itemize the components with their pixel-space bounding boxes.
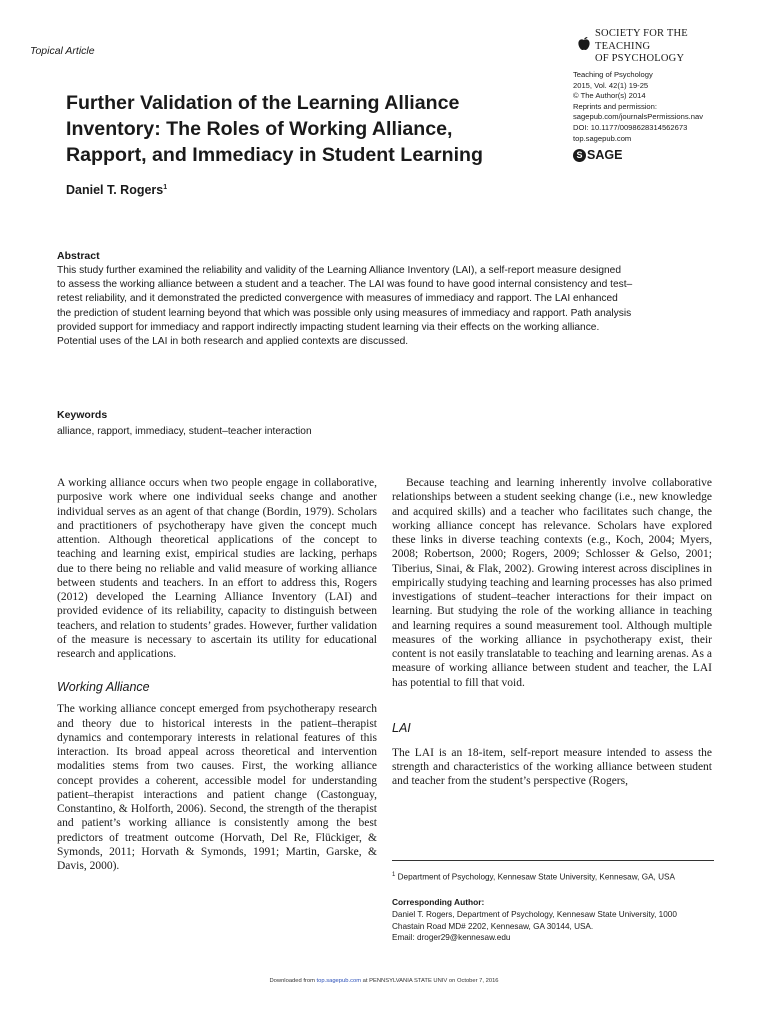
- society-name-line2: OF PSYCHOLOGY: [595, 53, 685, 64]
- doi[interactable]: DOI: 10.1177/0098628314562673: [573, 122, 688, 132]
- abstract-line: to assess the working alliance between a student and a teacher. The LAI was found to have good internal consistency and test–: [57, 279, 633, 291]
- author-affiliation-marker: 1: [163, 183, 168, 191]
- sage-logo-icon: S: [573, 149, 586, 162]
- section-heading-working-alliance: Working Alliance: [57, 680, 150, 695]
- abstract-heading: Abstract: [57, 250, 100, 262]
- copyright-notice: © The Author(s) 2014: [573, 91, 646, 101]
- abstract-line: This study further examined the reliability and validity of the Learning Alliance Inventory (LAI), a self-report measure designed: [57, 265, 622, 276]
- body-paragraph: A working alliance occurs when two people engage in collaborative, purposive work where one individual seeks change and another individual serves as an agent of that change (Bordin, 1979). Scholars and practitioners of psychotherapy have given the concept much attention. Although theoretical applications of the concept to teaching and learning exist, empirical studies are lacking, perhaps due to there being no reliable and valid measure of working alliance between students and teachers. In an effort to address this, Rogers (2012) developed the Learning Alliance Inventory (LAI) and provided evidence of its reliability, capacity to distinguish between teachers, and relation to students’ grades. However, further validation of the measure is necessary to ascertain its utility for educational research and applications.: [57, 477, 377, 660]
- right-column: [392, 476, 712, 789]
- abstract-line: the prediction of student learning beyond that which was possible only using measures of immediacy and rapport. Path analysis: [57, 307, 632, 319]
- journal-volume: 2015, Vol. 42(1) 19-25: [573, 80, 649, 90]
- corresponding-author-details: [392, 909, 722, 944]
- abstract-line: retest reliability, and it demonstrated the predicted convergence with measures of immediacy and rapport. The LAI enhanced: [57, 293, 618, 305]
- download-notice: [0, 978, 768, 984]
- apple-icon: [576, 35, 592, 51]
- reprints-label: Reprints and permission:: [573, 101, 657, 111]
- journal-site-link[interactable]: top.sagepub.com: [573, 133, 632, 143]
- publisher-logo: [573, 148, 622, 162]
- abstract-line: Potential uses of the LAI in both research and applied contexts are discussed.: [57, 336, 409, 348]
- title-line: Rapport, and Immediacy in Student Learning: [66, 144, 483, 166]
- body-paragraph: The working alliance concept emerged from psychotherapy research and theory due to historical interests in the patient–therapist dynamics and contemporary interests in relational features of this interaction. Its broad appeal across theoretical and intervention modalities stems from two causes. First, the working alliance concept provides a coherent, accessible model for understanding patient–therapist interactions and patient change (Castonguay, Constantino, & Holforth, 2006). Second, the strength of the therapist and patient’s working alliance is consistently among the best predictors of treatment outcome (Horvath, Del Re, Flückiger, & Symonds, 2011; Horvath & Symonds, 1991; Martin, Garske, & Davis, 2000).: [57, 703, 377, 872]
- publisher-name: SAGE: [587, 148, 623, 162]
- abstract-body: [57, 264, 717, 349]
- article-type-label: Topical Article: [30, 45, 95, 57]
- title-line: Inventory: The Roles of Working Alliance,: [66, 118, 453, 140]
- abstract-line: provided support for immediacy and rapport indirectly impacting student learning via their effects on the working alliance.: [57, 321, 600, 333]
- author-name-text: Daniel T. Rogers: [66, 183, 164, 197]
- body-paragraph: The LAI is an 18-item, self-report measure intended to assess the strength and characteristics of the working alliance between student and teacher from the student’s perspective (Rogers,: [392, 746, 712, 788]
- footnote-text: Department of Psychology, Kennesaw State University, Kennesaw, GA, USA: [397, 872, 675, 882]
- footnote-marker: 1: [392, 872, 396, 878]
- corresponding-line: Chastain Road MD# 2202, Kennesaw, GA 30144, USA.: [392, 921, 594, 931]
- download-suffix: at PENNSYLVANIA STATE UNIV on October 7, 2016: [362, 978, 499, 984]
- keywords-heading: Keywords: [57, 409, 108, 421]
- society-name-line1: SOCIETY FOR THE TEACHING: [595, 28, 688, 52]
- download-prefix: Downloaded from: [269, 978, 315, 984]
- body-paragraph: Because teaching and learning inherently involve collaborative relationships between a student seeking change (i.e., new knowledge and acquired skills) and a teacher who facilitates such change, the working alliance concept has relevance. Scholars have explored these links in diverse teaching contexts (e.g., Koch, 2004; Myers, 2008; Robertson, 2000; Rogers, 2009; Schlosser & Gelso, 2001; Tiberius, Sinai, & Flak, 2002). Growing interest across disciplines in empirically studying teaching and learning processes has also primed investigations of student–teacher interactions for their impact on learning. But studying the role of the working alliance in teaching and learning requires a sound measurement tool. Although multiple measures of the working alliance in psychotherapy exist, their content is not easily translatable to teaching and learning arenas. As a measure of working alliance between student and teacher, the LAI has potential to fill that void.: [392, 477, 712, 689]
- author-name: [66, 183, 167, 197]
- keywords-list: alliance, rapport, immediacy, student–teacher interaction: [57, 426, 312, 437]
- affiliation-footnote: [392, 870, 722, 883]
- footnote-divider: [392, 860, 714, 861]
- section-heading-lai: LAI: [392, 720, 411, 735]
- download-link[interactable]: top.sagepub.com: [316, 978, 362, 984]
- title-line: Further Validation of the Learning Alliance: [66, 92, 460, 114]
- journal-name: Teaching of Psychology: [573, 70, 653, 79]
- left-column: [57, 476, 377, 873]
- corresponding-line: Daniel T. Rogers, Department of Psychology, Kennesaw State University, 1000: [392, 910, 677, 919]
- article-title: [66, 90, 546, 168]
- journal-metadata: [573, 70, 753, 144]
- reprints-link[interactable]: sagepub.com/journalsPermissions.nav: [573, 112, 704, 122]
- corresponding-email[interactable]: Email: droger29@kennesaw.edu: [392, 933, 511, 943]
- corresponding-author-heading: Corresponding Author:: [392, 897, 485, 907]
